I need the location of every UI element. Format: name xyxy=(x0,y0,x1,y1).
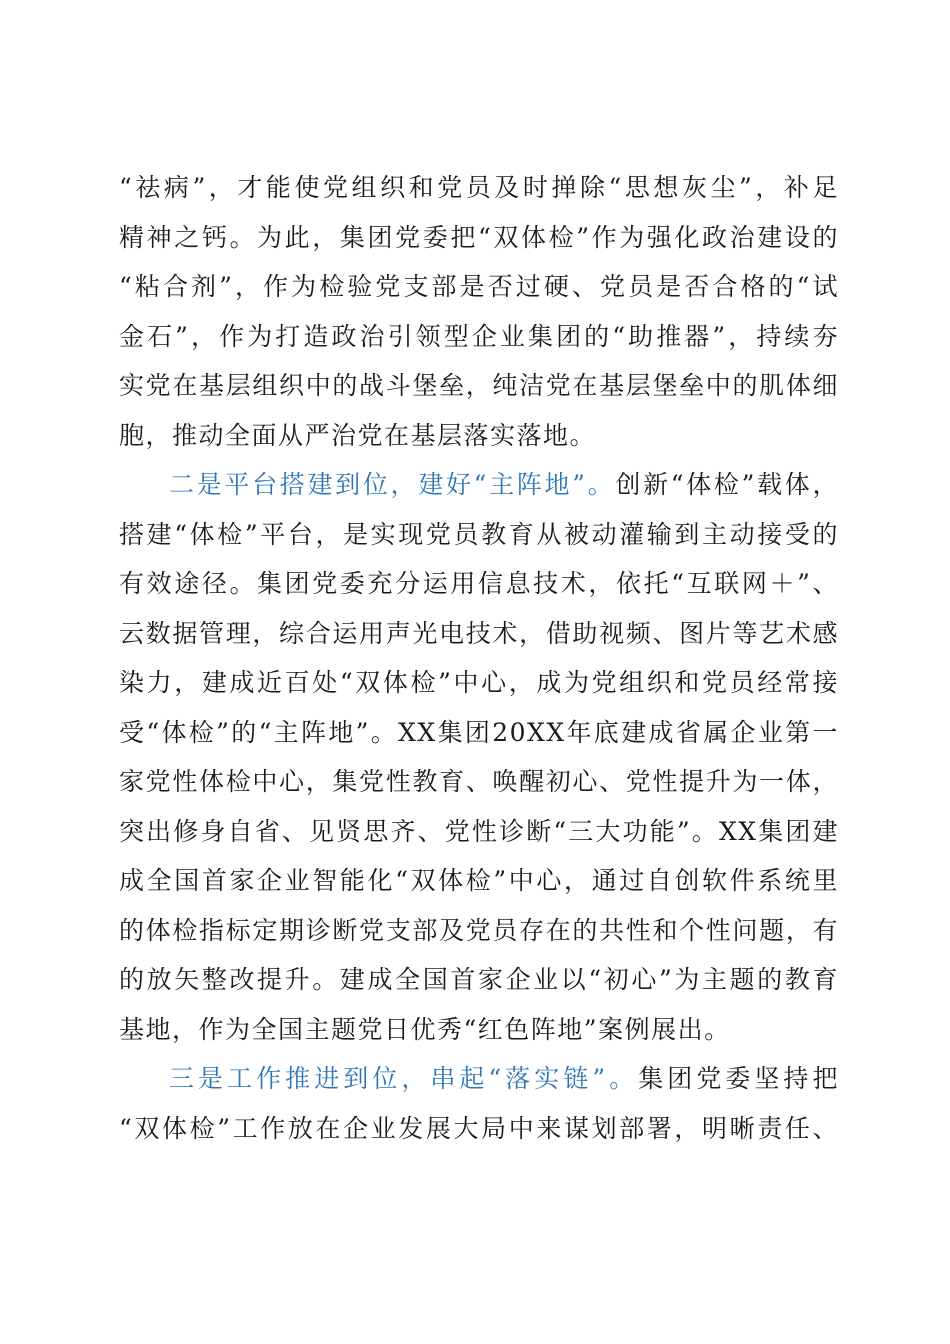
text-line: “祛病”，才能使党组织和党员及时掸除“思想灰尘”，补足 xyxy=(119,173,839,202)
paragraph-2 xyxy=(119,460,839,1054)
paragraph-1 xyxy=(119,163,839,460)
text-line: 受“体检”的“主阵地”。XX集团20XX年底建成省属企业第一 xyxy=(119,717,839,747)
text-line: 成全国首家企业智能化“双体检”中心，通过自创软件系统里 xyxy=(119,866,839,895)
text-line: 突出修身自省、见贤思齐、党性诊断“三大功能”。XX集团建 xyxy=(119,816,839,846)
document-body xyxy=(119,163,839,1153)
text-line: 胞，推动全面从严治党在基层落实落地。 xyxy=(119,420,597,450)
text-line: 染力，建成近百处“双体检”中心，成为党组织和党员经常接 xyxy=(119,668,839,697)
text-line: 基地，作为全国主题党日优秀“红色阵地”案例展出。 xyxy=(119,1014,731,1044)
text-run: 创新“体检”载体， xyxy=(615,470,839,499)
text-line: 搭建“体检”平台，是实现党员教育从被动灌输到主动接受的 xyxy=(119,519,839,549)
text-line: 的体检指标定期诊断党支部及党员存在的共性和个性问题，有 xyxy=(119,915,839,945)
text-run: 集团党委坚持把 xyxy=(638,1064,839,1093)
text-line: 有效途径。集团党委充分运用信息技术，依托“互联网＋”、 xyxy=(119,569,839,598)
text-line: 金石”，作为打造政治引领型企业集团的“助推器”，持续夯 xyxy=(119,321,839,351)
paragraph-first-line xyxy=(119,1054,839,1104)
section-heading: 二是平台搭建到位，建好“主阵地”。 xyxy=(169,470,616,499)
text-line: 家党性体检中心，集党性教育、唤醒初心、党性提升为一体， xyxy=(119,767,839,796)
text-line: 实党在基层组织中的战斗堡垒，纯洁党在基层堡垒中的肌体细 xyxy=(119,371,839,400)
paragraph-3 xyxy=(119,1054,839,1153)
text-line: “双体检”工作放在企业发展大局中来谋划部署，明晰责任、 xyxy=(119,1113,839,1143)
text-line: “粘合剂”，作为检验党支部是否过硬、党员是否合格的“试 xyxy=(119,272,839,301)
paragraph-first-line xyxy=(119,460,839,510)
text-line: 精神之钙。为此，集团党委把“双体检”作为强化政治建设的 xyxy=(119,222,839,252)
section-heading: 三是工作推进到位，串起“落实链”。 xyxy=(169,1064,639,1093)
text-line: 的放矢整改提升。建成全国首家企业以“初心”为主题的教育 xyxy=(119,965,839,994)
text-line: 云数据管理，综合运用声光电技术，借助视频、图片等艺术感 xyxy=(119,618,839,648)
